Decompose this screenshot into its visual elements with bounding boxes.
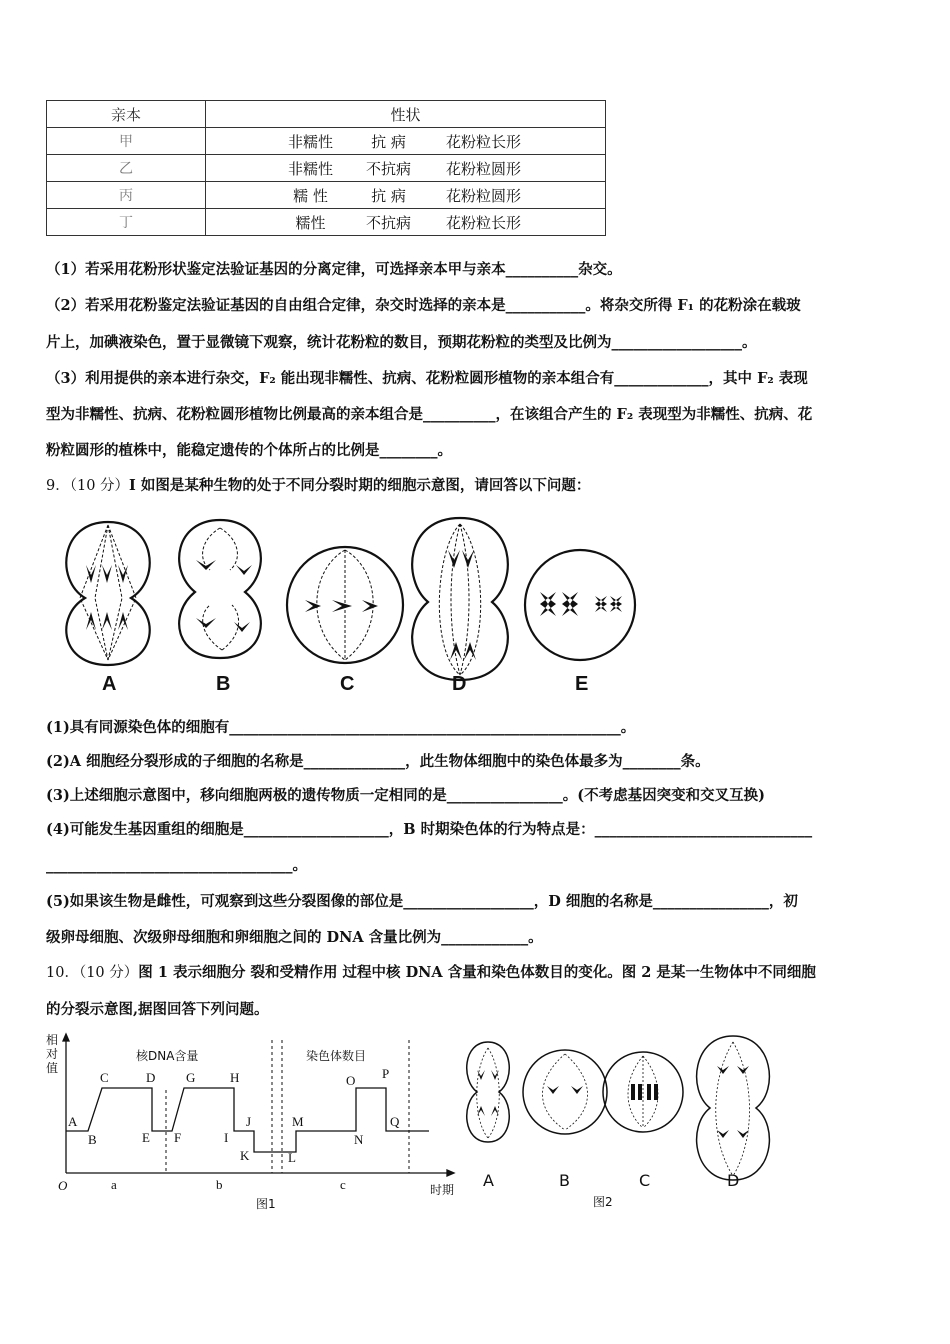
fig1-ylabel-3: 值: [46, 1061, 59, 1075]
q8-part3: （3）利用提供的亲本进行杂交，F₂ 能出现非糯性、抗病、花粉粒圆形植物的亲本组合有_____________，其中 F₂ 表现: [46, 370, 808, 387]
parent-cell: 丙: [47, 182, 206, 209]
fig2-label-a: A: [483, 1171, 494, 1190]
cell-division-figure: [50, 510, 650, 695]
point-b: B: [88, 1132, 97, 1147]
q9-heading: [46, 476, 908, 496]
point-m: M: [292, 1114, 304, 1129]
fig1-xlabel: 时期: [430, 1183, 455, 1197]
q8-part2-cont: 片上，加碘液染色，置于显微镜下观察，统计花粉粒的数目，预期花粉粒的类型及比例为__________________。: [46, 334, 757, 351]
point-k: K: [240, 1148, 250, 1163]
fig1-chrom-label: 染色体数目: [306, 1049, 367, 1063]
cell-label-a: A: [102, 673, 117, 695]
q9-part2: (2)A 细胞经分裂形成的子细胞的名称是______________，此生物体细胞中的染色体最多为________条。: [46, 753, 710, 770]
point-e: E: [142, 1130, 150, 1145]
point-d: D: [146, 1070, 156, 1085]
fig1-segment-c: c: [340, 1177, 346, 1192]
point-f: F: [174, 1130, 182, 1145]
fig2-label-b: B: [559, 1171, 570, 1190]
trait-cell: 不抗病: [365, 159, 411, 178]
trait-cell: 花粉粒长形: [445, 132, 521, 151]
q8-part1: （1）若采用花粉形状鉴定法验证基因的分离定律，可选择亲本甲与亲本__________杂交。: [46, 261, 622, 278]
cell-label-e: E: [575, 673, 589, 695]
fig2-label-d: D: [727, 1171, 740, 1190]
q8-part3-cont: 型为非糯性、抗病、花粉粒圆形植物比例最高的亲本组合是__________，在该组合产生的 F₂ 表现型为非糯性、抗病、花: [46, 406, 813, 423]
cell-b-outline: [179, 520, 261, 658]
point-a: A: [68, 1114, 78, 1129]
q8-part3-cont2: 粉粒圆形的植株中，能稳定遗传的个体所占的比例是________。: [46, 442, 452, 459]
trait-cell: 非糯性: [287, 159, 333, 178]
trait-cell: 抗 病: [371, 132, 406, 151]
point-h: H: [230, 1070, 240, 1085]
trait-cell: 糯性: [295, 213, 326, 232]
point-j: J: [246, 1114, 252, 1129]
header-traits: 性状: [206, 101, 606, 128]
header-parent: 亲本: [47, 101, 206, 128]
trait-cell: 糯 性: [293, 186, 328, 205]
trait-cell: 花粉粒圆形: [445, 186, 521, 205]
table-row: [47, 155, 606, 182]
point-q: Q: [390, 1114, 400, 1129]
trait-cell: 花粉粒长形: [445, 213, 521, 232]
fig2-cell-d-outline: [697, 1036, 770, 1180]
fig1-segment-a: a: [111, 1177, 117, 1192]
trait-cell: 抗 病: [371, 186, 406, 205]
cell-label-c: C: [340, 673, 355, 695]
trait-cell: 不抗病: [365, 213, 411, 232]
fig1-ylabel-2: 对: [46, 1047, 59, 1061]
q10-line2: 的分裂示意图,据图回答下列问题。: [46, 1001, 269, 1018]
q9-part4: (4)可能发生基因重组的细胞是____________________，B 时期染色体的行为特点是：______________________________: [46, 821, 813, 838]
trait-cell: 非糯性: [287, 132, 333, 151]
table-row: [47, 209, 606, 236]
fig1-segment-b: b: [216, 1177, 223, 1192]
point-o: O: [346, 1073, 356, 1088]
trait-cell: 花粉粒圆形: [445, 159, 521, 178]
table-row: [47, 182, 606, 209]
fig1-dna-label: 核DNA含量: [136, 1049, 199, 1063]
fig2-cell-a-outline: [467, 1042, 510, 1142]
point-i: I: [224, 1130, 229, 1145]
fig1-caption: 图1: [256, 1197, 276, 1211]
q9-part5-cont: 级卵母细胞、次级卵母细胞和卵细胞之间的 DNA 含量比例为____________。: [46, 929, 543, 946]
point-g: G: [186, 1070, 196, 1085]
q9-part4-cont: __________________________________。: [46, 857, 307, 874]
table-row: [47, 128, 606, 155]
figure-1-chart: [44, 1030, 464, 1215]
q9-part5: (5)如果该生物是雌性，可观察到这些分裂图像的部位是__________________，D 细胞的名称是________________，初: [46, 893, 798, 910]
q9-number: 9．（10 分）: [46, 478, 130, 494]
parent-cell: 甲: [47, 128, 206, 155]
q9-part1: (1)具有同源染色体的细胞有______________________________________________________。: [46, 719, 636, 736]
q10-heading: [46, 963, 908, 983]
q9-part3: (3)上述细胞示意图中，移向细胞两极的遗传物质一定相同的是________________。(不考虑基因突变和交叉互换): [46, 787, 766, 804]
fig2-cell-b-outline: [523, 1050, 607, 1134]
figure-2-cells: [455, 1030, 785, 1215]
fig1-ylabel-1: 相: [46, 1033, 59, 1047]
table-header-row: [47, 101, 606, 128]
q8-part2: （2）若采用花粉鉴定法验证基因的自由组合定律，杂交时选择的亲本是___________。将杂交所得 F₁ 的花粉涂在载玻: [46, 297, 801, 314]
parent-cell: 乙: [47, 155, 206, 182]
parent-trait-table: [46, 100, 606, 236]
point-c: C: [100, 1070, 109, 1085]
cell-label-b: B: [216, 673, 231, 695]
fig1-origin: O: [58, 1178, 68, 1193]
point-l: L: [288, 1150, 296, 1165]
point-n: N: [354, 1132, 364, 1147]
fig2-caption: 图2: [593, 1195, 613, 1209]
fig2-label-c: C: [639, 1171, 651, 1190]
point-p: P: [382, 1066, 390, 1081]
cell-label-d: D: [452, 673, 467, 695]
cell-a-outline: [66, 522, 149, 665]
parent-cell: 丁: [47, 209, 206, 236]
q10-number: 10．（10 分）: [46, 965, 139, 981]
q9-title: I 如图是某种生物的处于不同分裂时期的细胞示意图，请回答以下问题：: [129, 477, 591, 494]
q10-line1: 图 1 表示细胞分 裂和受精作用 过程中核 DNA 含量和染色体数目的变化。图 2 是某一生物体中不同细胞: [138, 964, 816, 981]
